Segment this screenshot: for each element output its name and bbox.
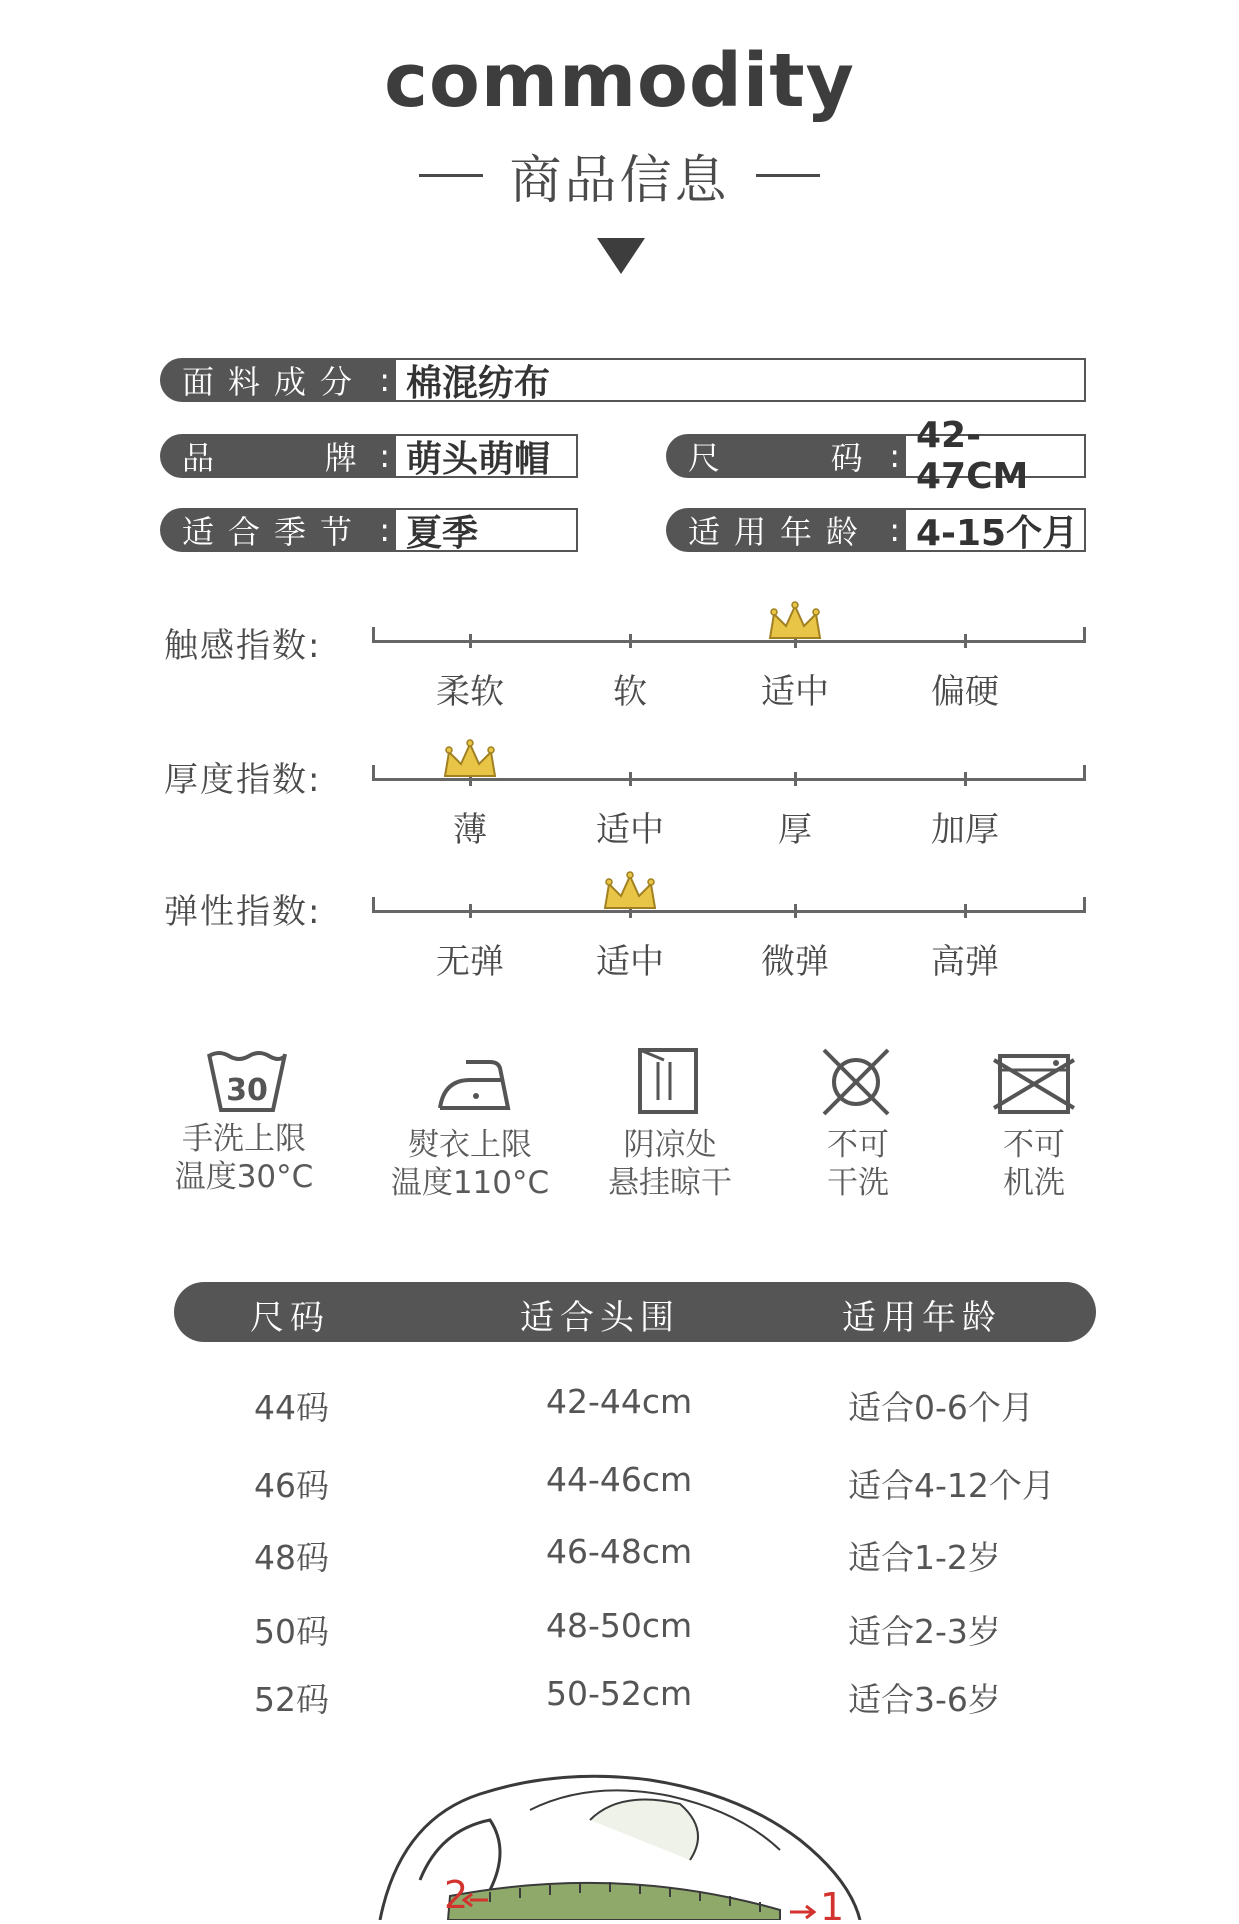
table-cell: 适合0-6个月 [848,1388,1034,1427]
down-triangle-icon [597,238,645,274]
title-chinese: 商品信息 [509,150,730,211]
index-tick [629,634,632,648]
index-scale-end [372,897,375,913]
index-option-label: 薄 [453,810,487,850]
index-tick [964,772,967,786]
index-scale-end [372,627,375,643]
care-label-no-dry-clean: 不可 干洗 [827,1127,889,1201]
table-cell: 46-48cm [546,1532,693,1571]
index-tick [794,772,797,786]
table-cell: 适合2-3岁 [848,1612,1001,1651]
index-option-label: 偏硬 [931,672,999,712]
no-dry-clean-icon [814,1044,898,1120]
title-left-line [419,174,483,177]
table-cell: 50码 [254,1612,329,1651]
care-label-iron: 熨衣上限 温度110°C [390,1127,550,1201]
index-option-label: 微弹 [761,942,829,982]
season-label: 适合季节 : [160,508,396,552]
size-value: 42-47CM [904,434,1086,478]
table-cell: 44码 [254,1388,329,1427]
care-label-hand-wash: 手洗上限 温度30°C [174,1121,314,1195]
table-cell: 48码 [254,1538,329,1577]
index-tick [964,904,967,918]
index-scale-end [1083,765,1086,781]
title-chinese-row [0,140,1239,210]
size-table-header-head: 适合头围 [520,1298,680,1338]
index-tick [629,772,632,786]
season-value: 夏季 [394,508,578,552]
index-tick [964,634,967,648]
index-tick [794,904,797,918]
index-option-label: 无弹 [436,942,504,982]
table-cell: 52码 [254,1680,329,1719]
table-cell: 42-44cm [546,1382,693,1421]
index-label: 触感指数: [164,626,322,666]
index-option-label: 加厚 [931,810,999,850]
material-label: 面料成分 : [160,358,396,402]
index-option-label: 适中 [596,942,664,982]
size-table-header-size: 尺码 [250,1298,330,1338]
hang-dry-shade-icon [626,1046,710,1118]
index-label: 弹性指数: [164,892,322,932]
iron-110-icon [430,1052,514,1124]
brand-value: 萌头萌帽 [394,434,578,478]
table-cell: 适合3-6岁 [848,1680,1001,1719]
crown-icon [441,738,499,782]
index-option-label: 适中 [596,810,664,850]
table-cell: 44-46cm [546,1460,693,1499]
index-scale-end [1083,897,1086,913]
index-tick [469,904,472,918]
index-option-label: 高弹 [931,942,999,982]
head-measure-icon [360,1760,880,1920]
index-option-label: 软 [613,672,647,712]
table-cell: 48-50cm [546,1606,693,1645]
index-scale-end [372,765,375,781]
table-cell: 46码 [254,1466,329,1505]
crown-icon [601,870,659,914]
no-machine-wash-icon [992,1048,1076,1120]
index-label: 厚度指数: [164,760,322,800]
index-option-label: 厚 [778,810,812,850]
index-tick [469,634,472,648]
care-label-hang-dry: 阴凉处 悬挂晾干 [608,1127,732,1201]
title-right-line [756,174,820,177]
table-cell: 适合4-12个月 [848,1466,1055,1505]
index-scale-line [372,910,1086,913]
age-value: 4-15个月 [904,508,1086,552]
title-english: commodity [384,38,855,124]
svg-text:1: 1 [820,1885,845,1920]
crown-icon [766,600,824,644]
index-scale-line [372,640,1086,643]
hand-wash-30-icon [205,1048,289,1120]
size-table-header-age: 适用年龄 [842,1298,1002,1338]
table-cell: 50-52cm [546,1674,693,1713]
table-cell: 适合1-2岁 [848,1538,1001,1577]
svg-text:30: 30 [226,1073,268,1108]
brand-label: 品 牌 : [160,434,396,478]
size-label: 尺 码 : [666,434,906,478]
care-label-no-machine-wash: 不可 机洗 [1003,1127,1065,1201]
index-option-label: 柔软 [436,672,504,712]
index-scale-end [1083,627,1086,643]
svg-text:2: 2 [444,1873,469,1917]
index-option-label: 适中 [761,672,829,712]
age-label: 适用年龄 : [666,508,906,552]
material-value: 棉混纺布 [394,358,1086,402]
